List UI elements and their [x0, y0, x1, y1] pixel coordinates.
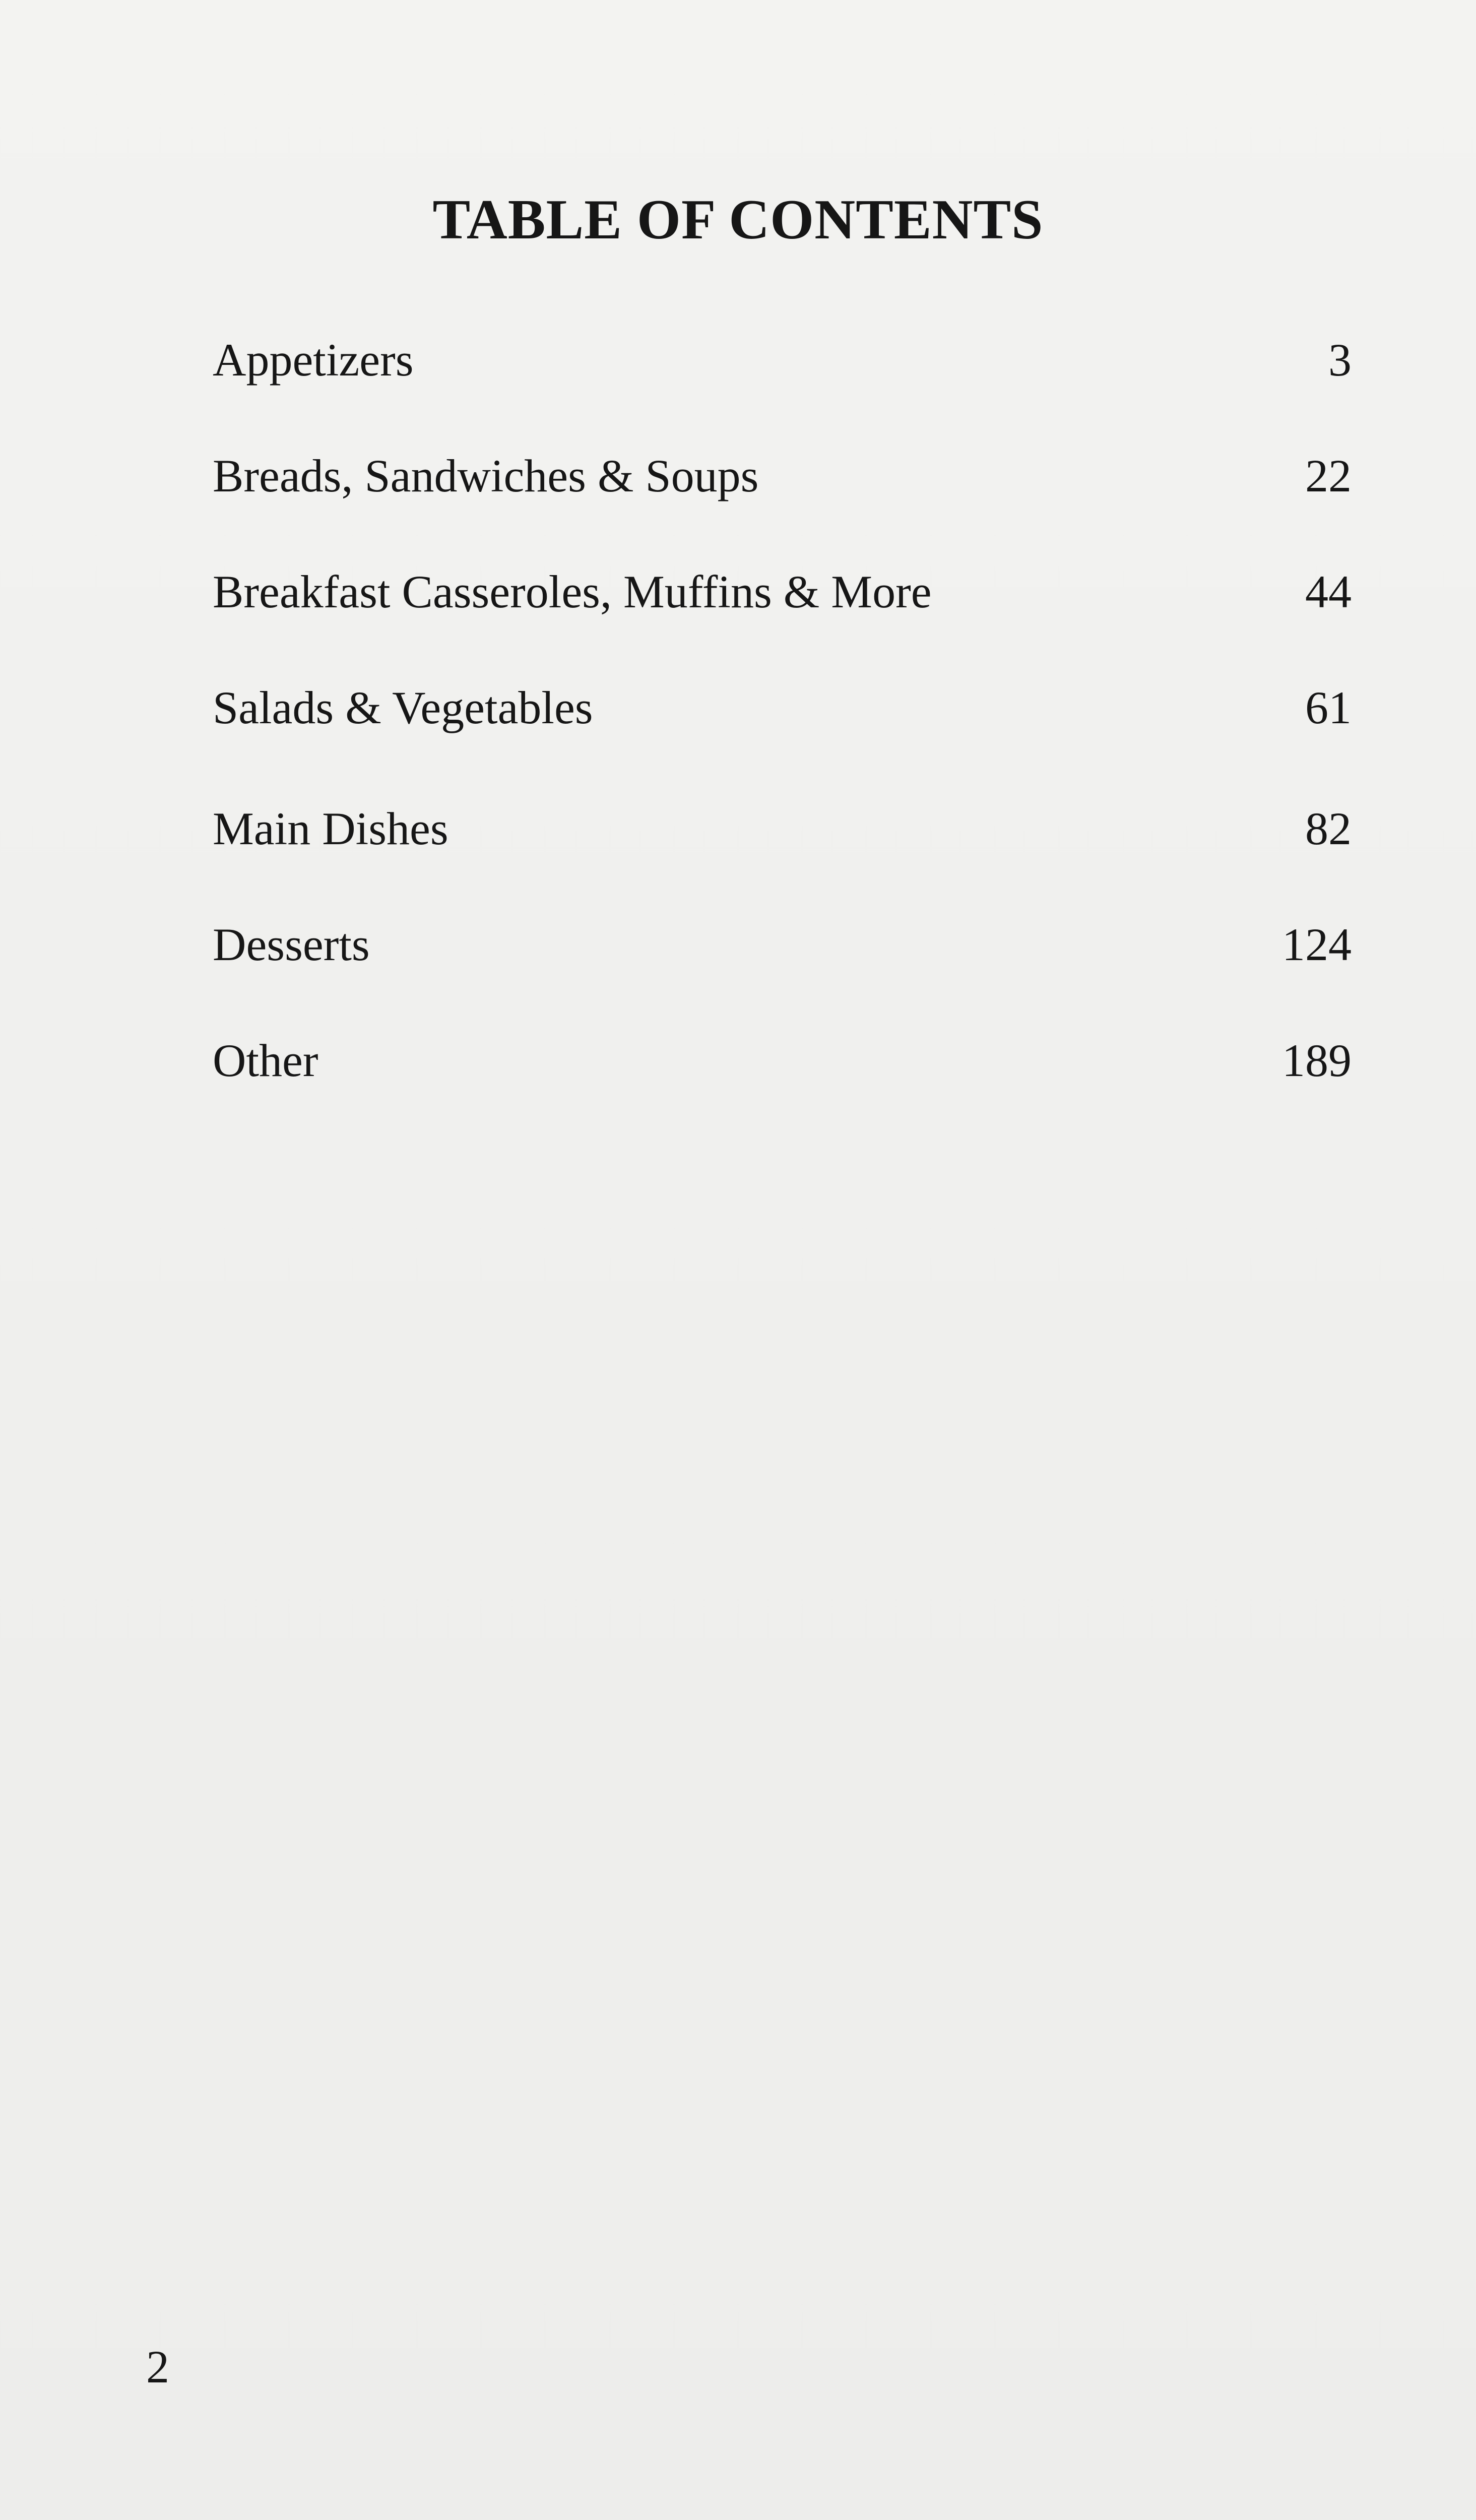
- toc-entry-page: 61: [1305, 682, 1352, 733]
- toc-entry-label: Appetizers: [213, 334, 414, 386]
- toc-entry-page: 44: [1305, 566, 1352, 617]
- toc-entry-page: 124: [1282, 919, 1352, 970]
- toc-entry-page: 3: [1328, 334, 1352, 386]
- toc-entry-page: 189: [1282, 1035, 1352, 1086]
- toc-entry-appetizers: [213, 334, 1352, 397]
- page-number: 2: [146, 2341, 169, 2392]
- toc-entry-salads: [213, 684, 1352, 745]
- toc-entry-desserts: [213, 921, 1352, 982]
- toc-entry-breakfast: [213, 566, 1352, 629]
- toc-entry-label: Other: [213, 1035, 318, 1086]
- toc-entry-label: Salads & Vegetables: [213, 682, 593, 733]
- table-of-contents: [213, 0, 1352, 2520]
- toc-entry-label: Main Dishes: [213, 803, 448, 854]
- toc-entry-main-dishes: [213, 805, 1352, 866]
- toc-entry-page: 82: [1305, 803, 1352, 854]
- toc-entry-label: Desserts: [213, 919, 370, 970]
- page-title: TABLE OF CONTENTS: [432, 188, 1044, 251]
- toc-entry-label: Breads, Sandwiches & Soups: [213, 450, 759, 501]
- toc-entry-other: [213, 1037, 1352, 1098]
- toc-entry-label: Breakfast Casseroles, Muffins & More: [213, 566, 932, 617]
- toc-entry-page: 22: [1305, 450, 1352, 501]
- toc-entry-breads: [213, 450, 1352, 513]
